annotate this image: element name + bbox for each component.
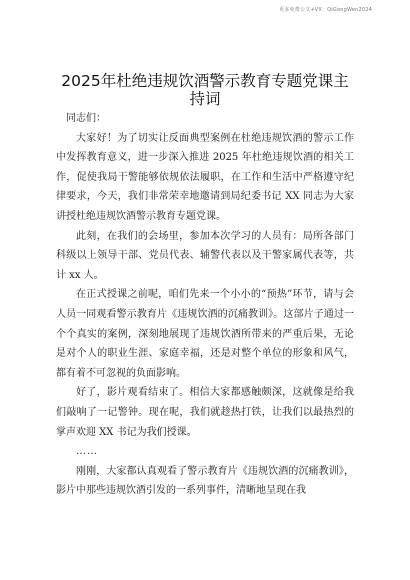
document-body	[56, 109, 354, 501]
paragraph-video-intro: 在正式授课之前呢，咱们先来一个小小的“预热”环节，请与会人员一同观看警示教育片《违规饮酒的沉痛教训》。这部片子通过一个个真实的案例，深刻地展现了违规饮酒所带来的严重后果，无论是对个人的职业生涯、家庭幸福，还是对整个单位的形象和风气，都有着不可忽视的负面影响。	[56, 289, 354, 379]
paragraph-closing: 刚刚，大家都认真观看了警示教育片《违规饮酒的沉痛教训》，影片中那些违规饮酒引发的一系列事件，清晰地呈现在我	[56, 465, 354, 497]
header-watermark: 更多免费公文+VX：QiGongWen2024	[279, 7, 372, 13]
paragraph-attendees: 此刻，在我们的会场里，参加本次学习的人员有：局所各部门科级以上领导干部、党员代表、辅警代表以及干警家属代表等，共计 xx 人。	[56, 230, 354, 281]
page-title: 2025年杜绝违规饮酒警示教育专题党课主持词	[61, 72, 349, 108]
salutation: 同志们：	[66, 113, 106, 124]
paragraph-welcome-speaker: 好了，影片观看结束了。相信大家都感触颇深，这就像是给我们敲响了一记警钟。现在呢，我们就趁热打铁，让我们以最热烈的掌声欢迎 XX 书记为我们授课。	[56, 387, 354, 438]
ellipsis: ……	[76, 446, 98, 458]
paragraph-opening: 大家好！为了切实让反面典型案例在杜绝违规饮酒的警示工作中发挥教育意义，进一步深入推进 2025 年杜绝违规饮酒的相关工作，促使我局干警能够依规依法履职，在工作和生活中严格遵守纪律要求，今天，我们非常荣幸地邀请到局纪委书记 XX 同志为大家讲授杜绝违规饮酒警示教育专题党课。	[56, 132, 354, 222]
